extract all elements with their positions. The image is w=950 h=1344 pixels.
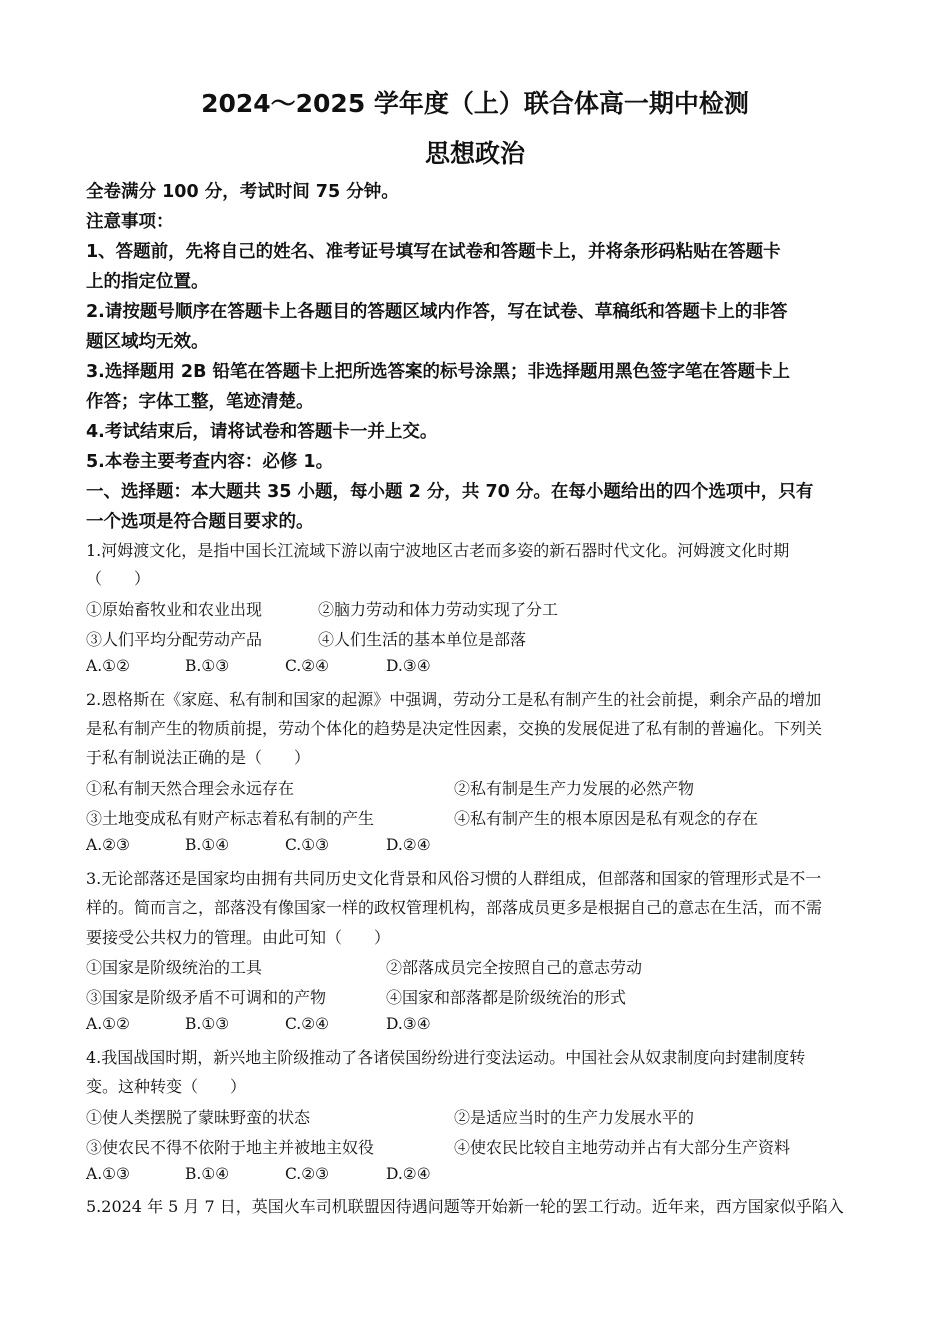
notice-item: 3.选择题用 2B 铅笔在答题卡上把所选答案的标号涂黑；非选择题用黑色签字笔在答题卡上 [86, 362, 791, 382]
question-3-option: ④国家和部落都是阶级统治的形式 [386, 988, 627, 1007]
question-2-answer: A.②③ [86, 836, 130, 854]
question-4-stem: 变。这种转变（ ） [86, 1077, 247, 1096]
question-3-answer: D.③④ [386, 1015, 431, 1033]
question-1-option: ④人们生活的基本单位是部落 [318, 630, 527, 649]
question-2-option: ③土地变成私有财产标志着私有制的产生 [86, 809, 375, 828]
notice-item: 1、答题前，先将自己的姓名、准考证号填写在试卷和答题卡上，并将条形码粘贴在答题卡 [86, 242, 781, 262]
question-3-answer: A.①② [86, 1015, 130, 1033]
question-3-answer: B.①③ [185, 1015, 230, 1033]
question-1-answer: B.①③ [185, 657, 230, 675]
question-4-answer: A.①③ [86, 1165, 130, 1183]
question-2-stem: 于私有制说法正确的是（ ） [86, 748, 311, 767]
question-4-answer: D.②④ [386, 1165, 431, 1183]
notice-heading: 注意事项： [86, 212, 174, 232]
question-1-stem: 1.河姆渡文化，是指中国长江流域下游以南宁波地区古老而多姿的新石器时代文化。河姆渡文化时期 [86, 541, 790, 560]
notice-item: 5.本卷主要考查内容：必修 1。 [86, 452, 334, 472]
notice-item: 2.请按题号顺序在答题卡上各题目的答题区域内作答，写在试卷、草稿纸和答题卡上的非答 [86, 302, 788, 322]
question-3-option: ①国家是阶级统治的工具 [86, 958, 263, 977]
question-5-stem: 5.2024 年 5 月 7 日，英国火车司机联盟因待遇问题等开始新一轮的罢工行动。近年来，西方国家似乎陷入 [86, 1197, 844, 1216]
question-2-option: ①私有制天然合理会永远存在 [86, 779, 295, 798]
notice-item: 题区域均无效。 [86, 332, 209, 352]
question-3-stem: 样的。简而言之，部落没有像国家一样的政权管理机构，部落成员更多是根据自己的意志在生活，而不需 [86, 898, 823, 917]
section-heading: 一、选择题：本大题共 35 小题，每小题 2 分，共 70 分。在每小题给出的四个选项中，只有 [86, 482, 814, 502]
question-4-answer: B.①④ [185, 1165, 230, 1183]
notice-item: 作答；字体工整，笔迹清楚。 [86, 392, 314, 412]
question-1-stem: （ ） [86, 569, 151, 588]
question-4-stem: 4.我国战国时期，新兴地主阶级推动了各诸侯国纷纷进行变法运动。中国社会从奴隶制度向封建制度转 [86, 1048, 806, 1067]
question-4-answer: C.②③ [285, 1165, 330, 1183]
question-2-stem: 是私有制产生的物质前提，劳动个体化的趋势是决定性因素，交换的发展促进了私有制的普遍化。下列关 [86, 719, 823, 738]
question-2-stem: 2.恩格斯在《家庭、私有制和国家的起源》中强调，劳动分工是私有制产生的社会前提，剩余产品的增加 [86, 690, 822, 709]
notice-item: 上的指定位置。 [86, 272, 209, 292]
question-3-option: ②部落成员完全按照自己的意志劳动 [386, 958, 643, 977]
question-4-option: ③使农民不得不依附于地主并被地主奴役 [86, 1138, 375, 1157]
question-2-answer: B.①④ [185, 836, 230, 854]
score-line: 全卷满分 100 分，考试时间 75 分钟。 [86, 182, 399, 202]
question-3-stem: 3.无论部落还是国家均由拥有共同历史文化背景和风俗习惯的人群组成，但部落和国家的管理形式是不一 [86, 869, 822, 888]
question-4-option: ①使人类摆脱了蒙昧野蛮的状态 [86, 1108, 311, 1127]
notice-item: 4.考试结束后，请将试卷和答题卡一并上交。 [86, 422, 438, 442]
question-2-option: ②私有制是生产力发展的必然产物 [454, 779, 695, 798]
question-1-answer: C.②④ [285, 657, 330, 675]
question-3-stem: 要接受公共权力的管理。由此可知（ ） [86, 928, 391, 947]
question-4-option: ④使农民比较自主地劳动并占有大部分生产资料 [454, 1138, 791, 1157]
question-3-option: ③国家是阶级矛盾不可调和的产物 [86, 988, 327, 1007]
question-3-answer: C.②④ [285, 1015, 330, 1033]
question-1-option: ①原始畜牧业和农业出现 [86, 600, 263, 619]
question-1-answer: A.①② [86, 657, 130, 675]
question-2-option: ④私有制产生的根本原因是私有观念的存在 [454, 809, 759, 828]
question-1-option: ②脑力劳动和体力劳动实现了分工 [318, 600, 559, 619]
question-1-answer: D.③④ [386, 657, 431, 675]
question-2-answer: D.②④ [386, 836, 431, 854]
exam-title: 2024～2025 学年度（上）联合体高一期中检测 [201, 89, 749, 118]
section-heading-cont: 一个选项是符合题目要求的。 [86, 512, 314, 532]
question-4-option: ②是适应当时的生产力发展水平的 [454, 1108, 695, 1127]
question-2-answer: C.①③ [285, 836, 330, 854]
question-1-option: ③人们平均分配劳动产品 [86, 630, 263, 649]
subject-title: 思想政治 [424, 139, 525, 168]
